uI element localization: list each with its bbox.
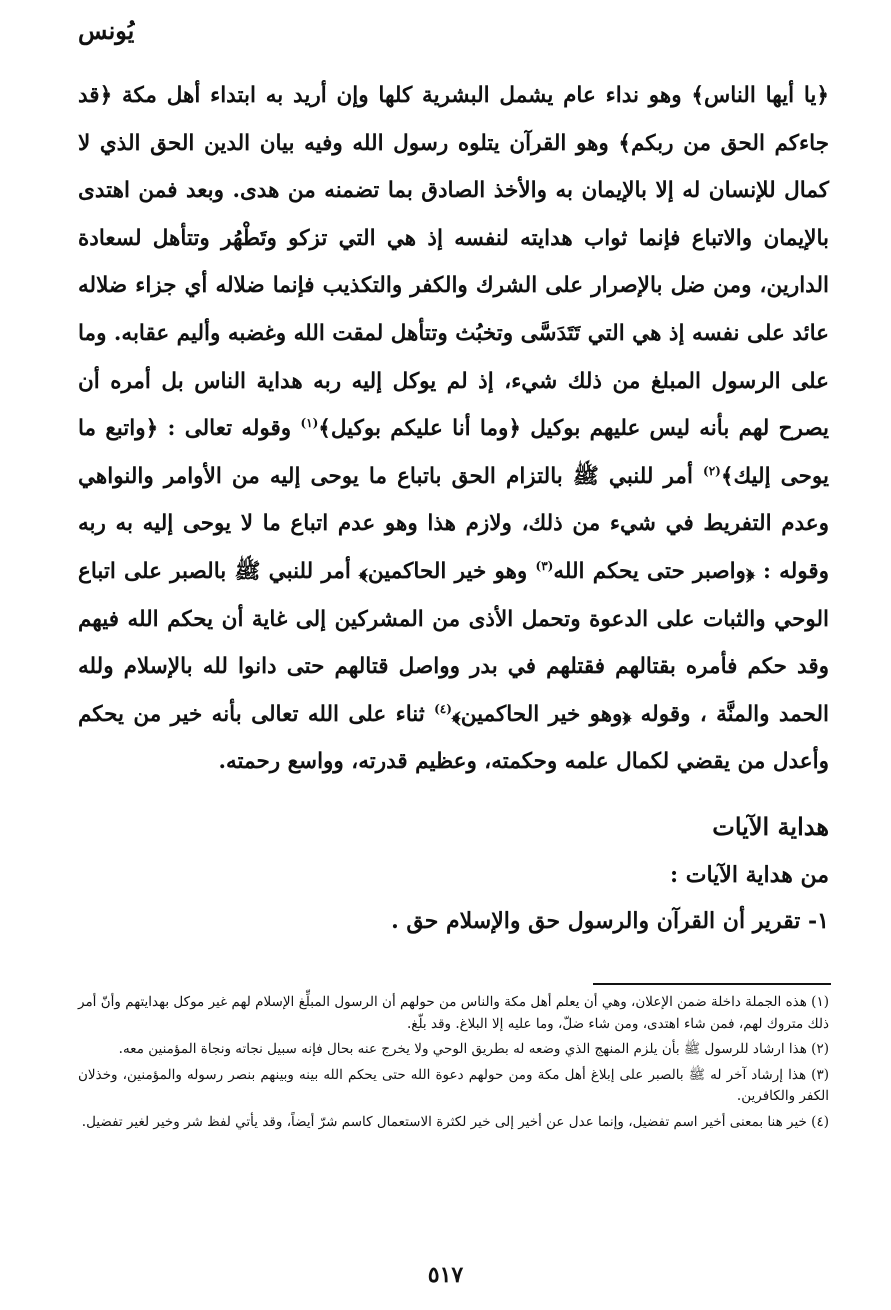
footnote-divider — [593, 983, 831, 985]
footnote-ref[interactable]: (١) — [300, 416, 319, 430]
body-text-part: وقوله تعالى : ﴿واتبع ما يوحى إليك﴾ — [78, 416, 829, 489]
body-paragraph — [78, 72, 829, 786]
body-text-part: ﴿يا أيها الناس﴾ وهو نداء عام يشمل البشرية كلها وإن أريد به ابتداء أهل مكة ﴿قد جاءكم الحق من ربكم﴾ وهو القرآن يتلوه رسول الله وفيه بيان الدين الحق الذي لا كمال للإنسان له إلا بالإيمان به والأخذ الصادق بما تضمنه من هدى. وبعد فمن اهتدى بالإيمان والاتباع فإنما ثواب هدايته لنفسه إذ هي التي تزكو وتَطْهُر وتتأهل لسعادة الدارين، ومن ضل بالإصرار على الشرك والكفر والتكذيب فإنما ضلاله أي جزاء ضلاله عائد على نفسه إذ هي التي تَتَدَسَّى وتخبُث وتتأهل لمقت الله وغضبه وأليم عقابه. وما على الرسول المبلغ من ذلك شيء، إذ لم يوكل إليه ربه هداية الناس بل أمره أن يصرح لهم بأنه ليس عليهم بوكيل ﴿وما أنا عليكم بوكيل﴾ — [78, 83, 829, 442]
footnotes — [78, 992, 829, 1137]
footnote-ref[interactable]: (٤) — [434, 701, 452, 716]
footnote-ref[interactable]: (٣) — [535, 558, 554, 573]
footnote-ref[interactable]: (٢) — [703, 463, 721, 478]
running-head: يُونس — [78, 16, 135, 45]
footnote: (٤) خير هنا بمعنى أخير اسم تفضيل، وإنما عدل عن أخير إلى خير لكثرة الاستعمال كاسم شرّ أيضاً، وقد يأتي لفظ شر وخير لغير تفضيل. — [81, 1113, 829, 1130]
guidance-list — [78, 908, 829, 934]
footnote: (٢) هذا ارشاد للرسول ﷺ بأن يلزم المنهج الذي وضعه له بطريق الوحي ولا يخرج عنه بحال فإنه سبيل نجاته ونجاة المؤمنين معه. — [118, 1041, 829, 1057]
section-title: هداية الآيات — [712, 812, 829, 841]
body-text-part: أمر للنبي ﷺ بالتزام الحق باتباع ما يوحى إليه من الأوامر والنواهي وعدم التفريط في شيء من ذلك، ولازم هذا وهو عدم اتباع ما لا يوحى إليه به ربه وقوله : ﴿واصبر حتى يحكم الله — [78, 463, 830, 584]
footnote: (٣) هذا إرشاد آخر له ﷺ بالصبر على إبلاغ أهل مكة ومن حولهم دعوة الله حتى يحكم الله بينه وبينهم بنصر رسوله والمؤمنين، وخذلان الكفر والكافرين. — [78, 1066, 829, 1104]
subheading: من هداية الآيات : — [669, 862, 829, 888]
page-number: ٥١٧ — [427, 1262, 464, 1288]
footnote: (١) هذه الجملة داخلة ضمن الإعلان، وهي أن يعلم أهل مكة والناس من حولهم أن الرسول المبلِّغ الإسلام لهم غير موكل بهدايتهم وأنّ أمر ذلك متروك لهم، فمن شاء اهتدى، ومن شاء ضلّ، وما عليه إلا البلاغ. وقد بلّغ. — [78, 994, 829, 1032]
body-text-part: ثناء على الله تعالى بأنه خير من يحكم وأعدل من يقضي لكمال علمه وحكمته، وعظيم قدرته، وواسع رحمته. — [78, 701, 829, 775]
list-item: ١- تقرير أن القرآن والرسول حق والإسلام حق . — [391, 908, 829, 934]
body-text-part: وهو خير الحاكمين﴾ أمر للنبي ﷺ بالصبر على اتباع الوحي والثبات على الدعوة وتحمل الأذى من المشركين إلى غاية أن يحكم الله فيهم وقد حكم فأمره بقتالهم فقتلهم في بدر وواصل قتالهم حتى دانوا لله بالإسلام ولله الحمد والمنَّة ، وقوله ﴿وهو خير الحاكمين﴾ — [78, 558, 829, 727]
